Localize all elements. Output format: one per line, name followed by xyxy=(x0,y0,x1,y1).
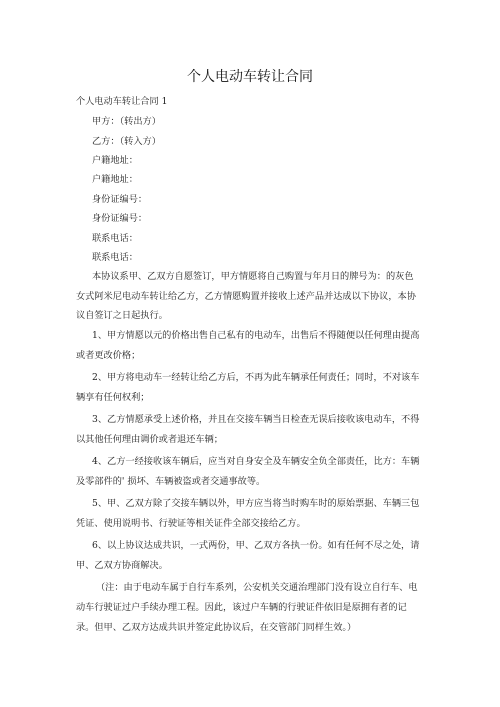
note-line: 动车行驶证过户手续办理工程。因此，该过户车辆的行驶证件依旧是原拥有者的记 xyxy=(76,602,407,613)
clause-3-line: 3、乙方情愿承受上述价格，并且在交接车辆当日检查无误后接收该电动车，不得 xyxy=(92,414,420,425)
intro-line: 议自签订之日起执行。 xyxy=(76,310,168,321)
clause-1-line: 或者更改价格； xyxy=(76,350,141,361)
clause-2-line: 辆享有任何权利； xyxy=(76,392,150,403)
note-line: 录。但甲、乙双方达成共识并签定此协议后，在交管部门同样生效。） xyxy=(76,622,357,633)
clause-5-line: 凭证、使用说明书、行驶证等相关证件全部交接给乙方。 xyxy=(76,518,306,529)
clause-3-line: 以其他任何理由调价或者退还车辆； xyxy=(76,434,223,445)
party-b-field: 乙方：（转入方） xyxy=(92,136,161,147)
clause-6-line: 6、以上协议达成共识，一式两份，甲、乙双方各执一份。如有任何不尽之处，请 xyxy=(92,540,420,551)
address-field-a: 户籍地址： xyxy=(92,155,138,166)
contract-subtitle: 个人电动车转让合同 1 xyxy=(76,96,168,107)
id-number-field-a: 身份证编号： xyxy=(92,194,148,205)
address-field-b: 户籍地址： xyxy=(92,174,138,185)
clause-4-line: 及零部件的' 损坏、车辆被盗或者交通事故等。 xyxy=(76,476,266,487)
clause-2-line: 2、甲方将电动车一经转让给乙方后，不再为此车辆承任何责任；同时，不对该车 xyxy=(92,372,420,383)
clause-1-line: 1、甲方情愿以元的价格出售自己私有的电动车，出售后不得随便以任何理由提高 xyxy=(92,330,420,341)
clause-4-line: 4、乙方一经接收该车辆后，应当对自身安全及车辆安全负全部责任，比方：车辆 xyxy=(92,456,420,467)
intro-line: 女式阿米尼电动车转让给乙方，乙方情愿购置并接收上述产品并达成以下协议，本协 xyxy=(76,291,416,302)
party-a-field: 甲方：（转出方） xyxy=(92,116,161,127)
note-line: （注：由于电动车属于自行车系列，公安机关交通治理部门没有设立自行车、电 xyxy=(96,582,418,593)
clause-5-line: 5、甲、乙双方除了交接车辆以外，甲方应当将当时购车时的原始票据、车辆三包 xyxy=(92,498,420,509)
id-number-field-b: 身份证编号： xyxy=(92,213,148,224)
document-title: 个人电动车转让合同 xyxy=(187,69,313,85)
intro-line: 本协议系甲、乙双方自愿签订，甲方情愿将自己购置与年月日的牌号为：的灰色 xyxy=(92,271,414,282)
phone-field-b: 联系电话： xyxy=(92,252,138,263)
clause-6-line: 甲、乙双方协商解决。 xyxy=(76,560,168,571)
phone-field-a: 联系电话： xyxy=(92,233,138,244)
